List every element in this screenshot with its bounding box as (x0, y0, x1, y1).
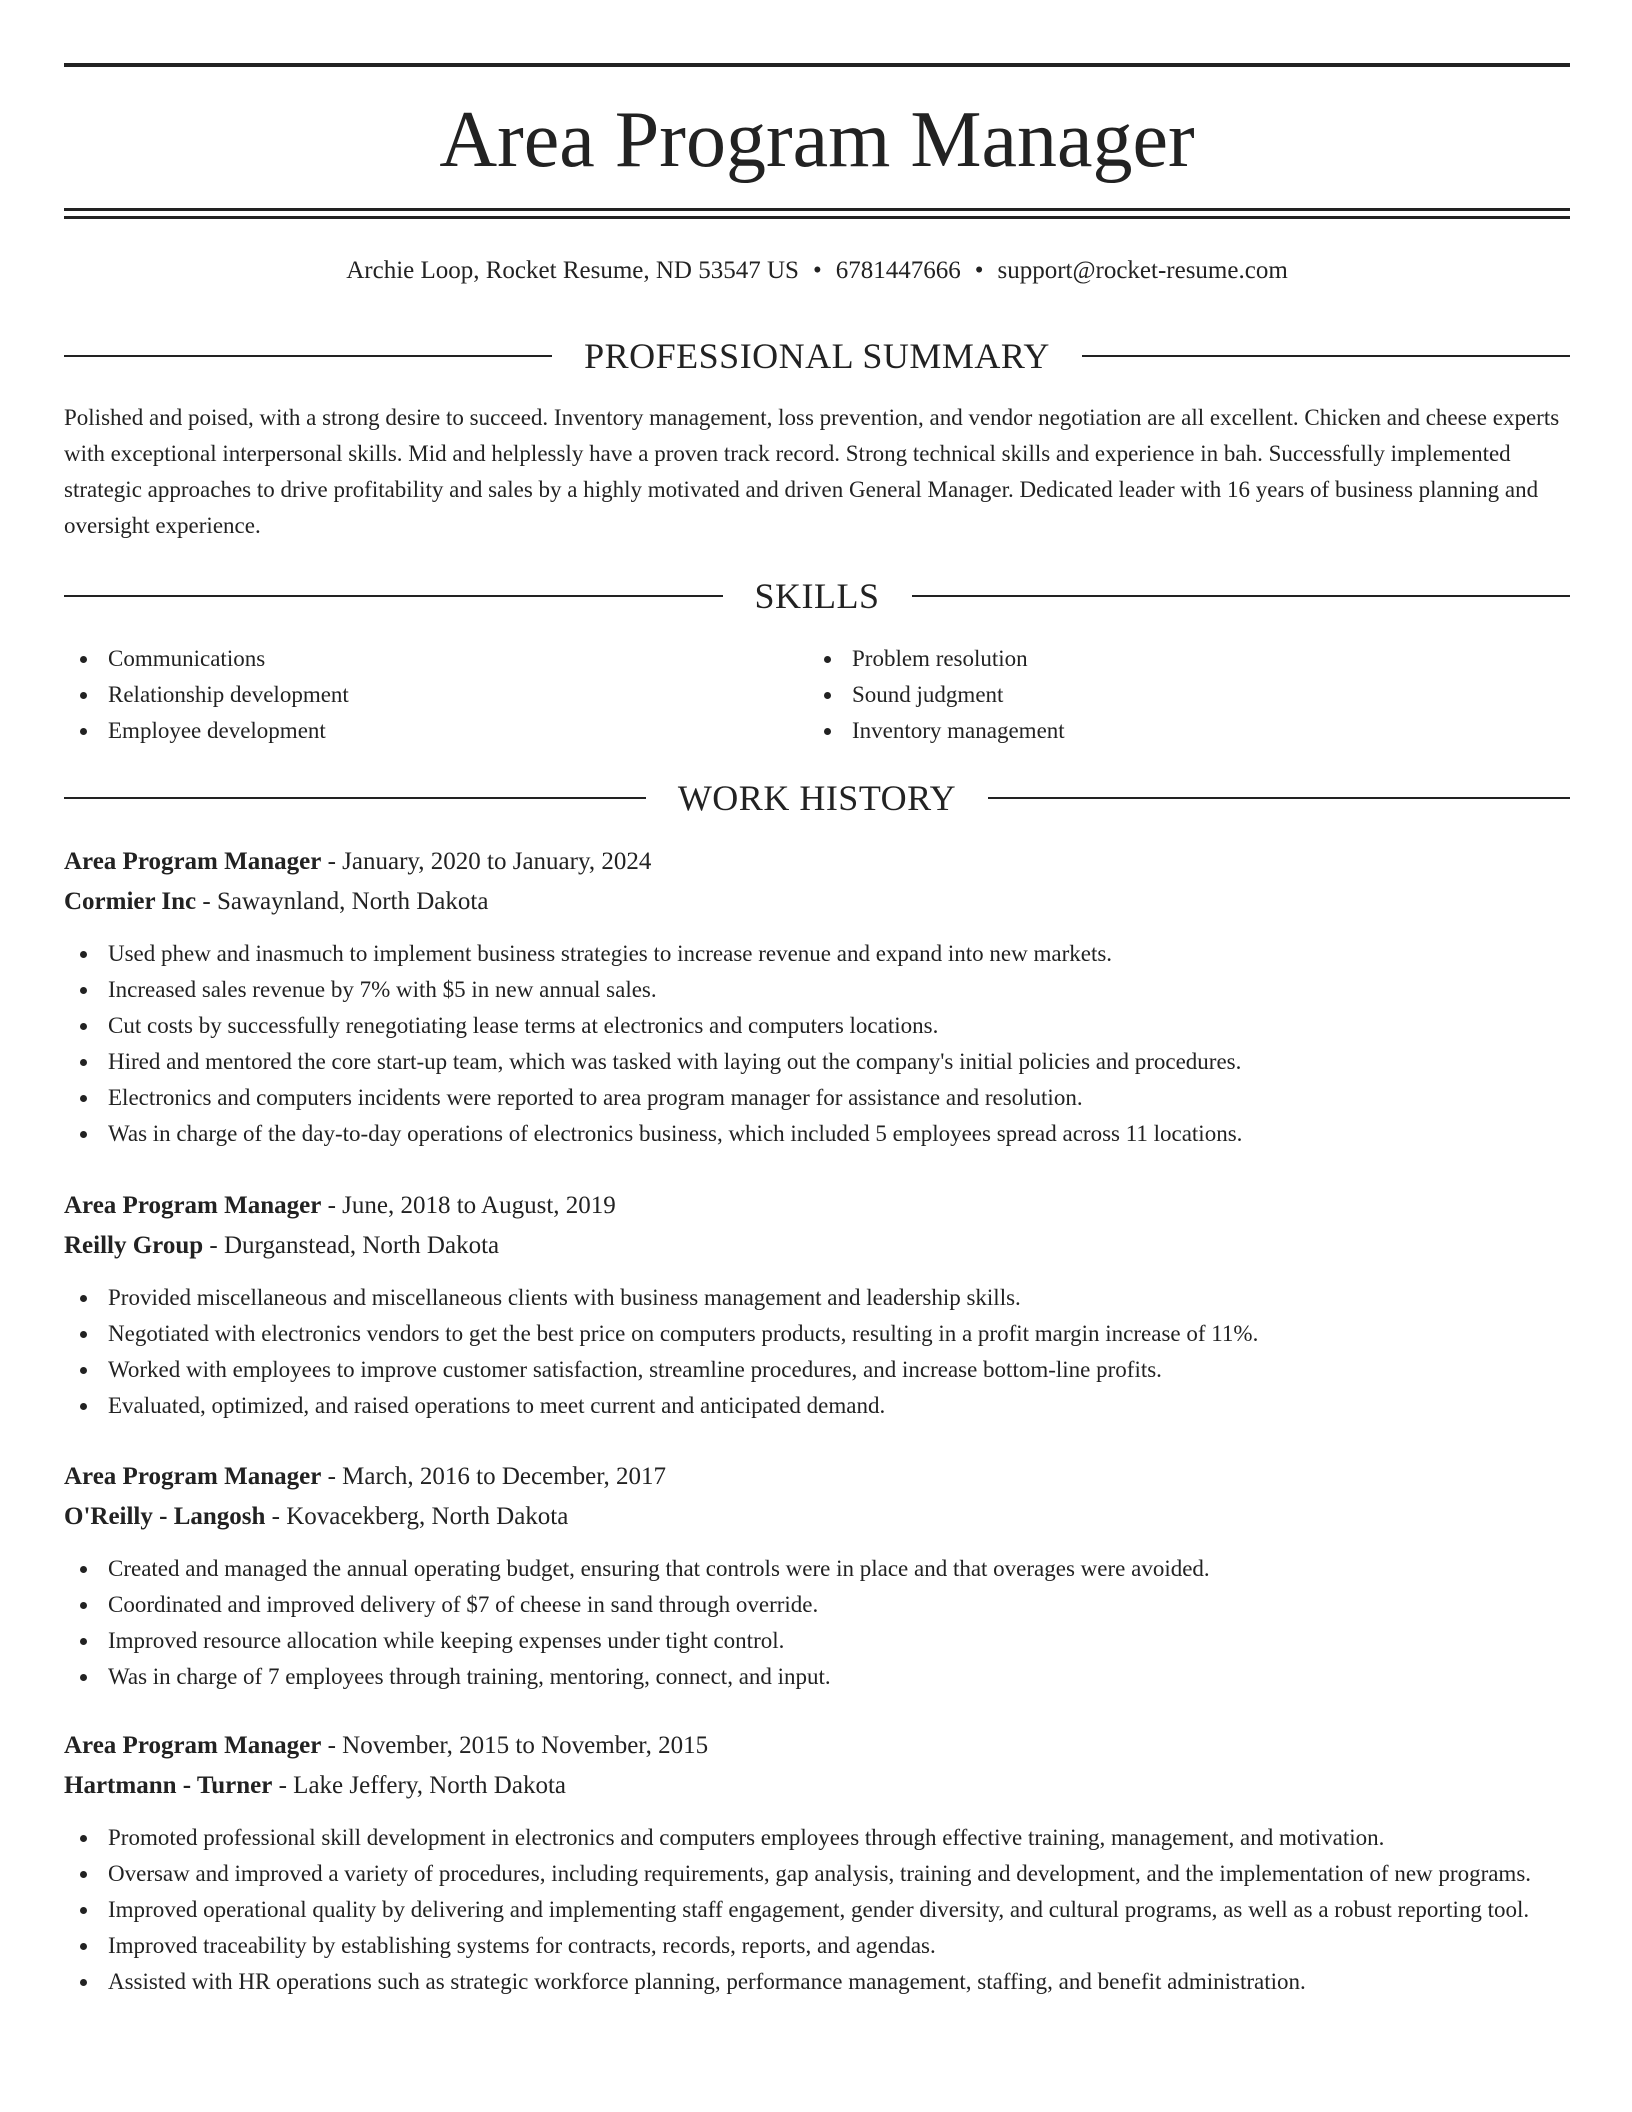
job-entry (64, 1186, 1570, 1424)
skill-item: Communications (64, 641, 764, 677)
title-rule-upper (64, 208, 1570, 211)
section-header-skills (64, 574, 1570, 618)
page-title: Area Program Manager (439, 96, 1195, 184)
job-location: - Sawaynland, North Dakota (196, 888, 489, 915)
contact-email: support@rocket-resume.com (997, 257, 1288, 284)
job-location: - Durganstead, North Dakota (203, 1232, 500, 1259)
section-title: WORK HISTORY (677, 778, 957, 818)
section-header-work (64, 776, 1570, 820)
job-bullet: Coordinated and improved delivery of $7 of cheese in sand through override. (64, 1587, 1570, 1623)
job-bullet: Cut costs by successfully renegotiating lease terms at electronics and computers locations. (64, 1008, 1570, 1044)
skill-item: Inventory management (808, 713, 1508, 749)
job-title: Area Program Manager (64, 1192, 322, 1219)
job-location: - Kovacekberg, North Dakota (265, 1503, 569, 1530)
job-title: Area Program Manager (64, 848, 322, 875)
section-rule (988, 797, 1570, 799)
job-company-line (64, 1766, 1570, 1806)
job-bullets (64, 1820, 1570, 2000)
job-bullet: Promoted professional skill development in electronics and computers employees through effective training, management, and motivation. (64, 1820, 1570, 1856)
job-title-line (64, 1726, 1570, 1766)
job-bullet: Improved operational quality by delivering and implementing staff engagement, gender diversity, and cultural programs, as well as a robust reporting tool. (64, 1892, 1570, 1928)
top-rule (64, 63, 1570, 67)
job-bullets (64, 1280, 1570, 1424)
job-entry (64, 842, 1570, 1152)
job-bullet: Improved resource allocation while keeping expenses under tight control. (64, 1623, 1570, 1659)
job-title: Area Program Manager (64, 1732, 322, 1759)
contact-separator: • (812, 257, 822, 284)
job-company: Reilly Group (64, 1232, 204, 1259)
summary-text: Polished and poised, with a strong desire to succeed. Inventory management, loss prevention, and vendor negotiation are all excellent. Chicken and cheese experts with exceptional interpersonal skills. Mid and helplessly have a proven track record. Strong technical skills and experience in bah. Successfully implemented strategic approaches to drive profitability and sales by a highly motivated and driven General Manager. Dedicated leader with 16 years of business planning and oversight experience. (64, 405, 1560, 538)
job-bullet: Worked with employees to improve customer satisfaction, streamline procedures, and increase bottom-line profits. (64, 1352, 1570, 1388)
job-dates: - January, 2020 to January, 2024 (321, 848, 652, 875)
job-title: Area Program Manager (64, 1463, 322, 1490)
section-rule (1082, 355, 1570, 357)
skill-item: Relationship development (64, 677, 764, 713)
job-bullet: Provided miscellaneous and miscellaneous clients with business management and leadership skills. (64, 1280, 1570, 1316)
job-company: Hartmann - Turner (64, 1772, 273, 1799)
section-rule (64, 355, 552, 357)
job-dates: - March, 2016 to December, 2017 (321, 1463, 667, 1490)
job-bullet: Increased sales revenue by 7% with $5 in new annual sales. (64, 972, 1570, 1008)
title-rule-lower (64, 216, 1570, 219)
skills-list-left (64, 641, 764, 749)
skill-item: Problem resolution (808, 641, 1508, 677)
section-rule (912, 595, 1571, 597)
section-rule (64, 595, 723, 597)
job-bullet: Oversaw and improved a variety of procedures, including requirements, gap analysis, training and development, and the implementation of new programs. (64, 1856, 1570, 1892)
job-location: - Lake Jeffery, North Dakota (272, 1772, 566, 1799)
job-dates: - November, 2015 to November, 2015 (321, 1732, 709, 1759)
section-header-summary (64, 334, 1570, 378)
job-bullet: Hired and mentored the core start-up team, which was tasked with laying out the company's initial policies and procedures. (64, 1044, 1570, 1080)
job-company: Cormier Inc (64, 888, 197, 915)
contact-line (64, 255, 1570, 287)
job-company-line (64, 1497, 1570, 1537)
contact-separator: • (974, 257, 984, 284)
job-bullets (64, 936, 1570, 1152)
skill-item: Employee development (64, 713, 764, 749)
job-bullet: Used phew and inasmuch to implement business strategies to increase revenue and expand into new markets. (64, 936, 1570, 972)
job-entry (64, 1726, 1570, 2000)
job-company: O'Reilly - Langosh (64, 1503, 266, 1530)
job-bullet: Created and managed the annual operating budget, ensuring that controls were in place and that overages were avoided. (64, 1551, 1570, 1587)
job-bullet: Improved traceability by establishing systems for contracts, records, reports, and agendas. (64, 1928, 1570, 1964)
section-title: PROFESSIONAL SUMMARY (584, 336, 1050, 376)
job-bullet: Evaluated, optimized, and raised operations to meet current and anticipated demand. (64, 1388, 1570, 1424)
job-company-line (64, 1226, 1570, 1266)
job-title-line (64, 1186, 1570, 1226)
job-entry (64, 1457, 1570, 1695)
job-dates: - June, 2018 to August, 2019 (321, 1192, 616, 1219)
job-bullet: Assisted with HR operations such as strategic workforce planning, performance management, staffing, and benefit administration. (64, 1964, 1570, 2000)
skill-item: Sound judgment (808, 677, 1508, 713)
job-bullet: Was in charge of the day-to-day operations of electronics business, which included 5 employees spread across 11 locations. (64, 1116, 1570, 1152)
job-bullet: Was in charge of 7 employees through training, mentoring, connect, and input. (64, 1659, 1570, 1695)
job-bullet: Electronics and computers incidents were reported to area program manager for assistance and resolution. (64, 1080, 1570, 1116)
contact-address: Archie Loop, Rocket Resume, ND 53547 US (346, 257, 799, 284)
job-company-line (64, 882, 1570, 922)
job-bullet: Negotiated with electronics vendors to get the best price on computers products, resulting in a profit margin increase of 11%. (64, 1316, 1570, 1352)
section-title: SKILLS (754, 576, 880, 616)
contact-phone: 6781447666 (835, 257, 961, 284)
job-bullets (64, 1551, 1570, 1695)
job-title-line (64, 842, 1570, 882)
skills-list-right (808, 641, 1508, 749)
section-rule (64, 797, 646, 799)
job-title-line (64, 1457, 1570, 1497)
